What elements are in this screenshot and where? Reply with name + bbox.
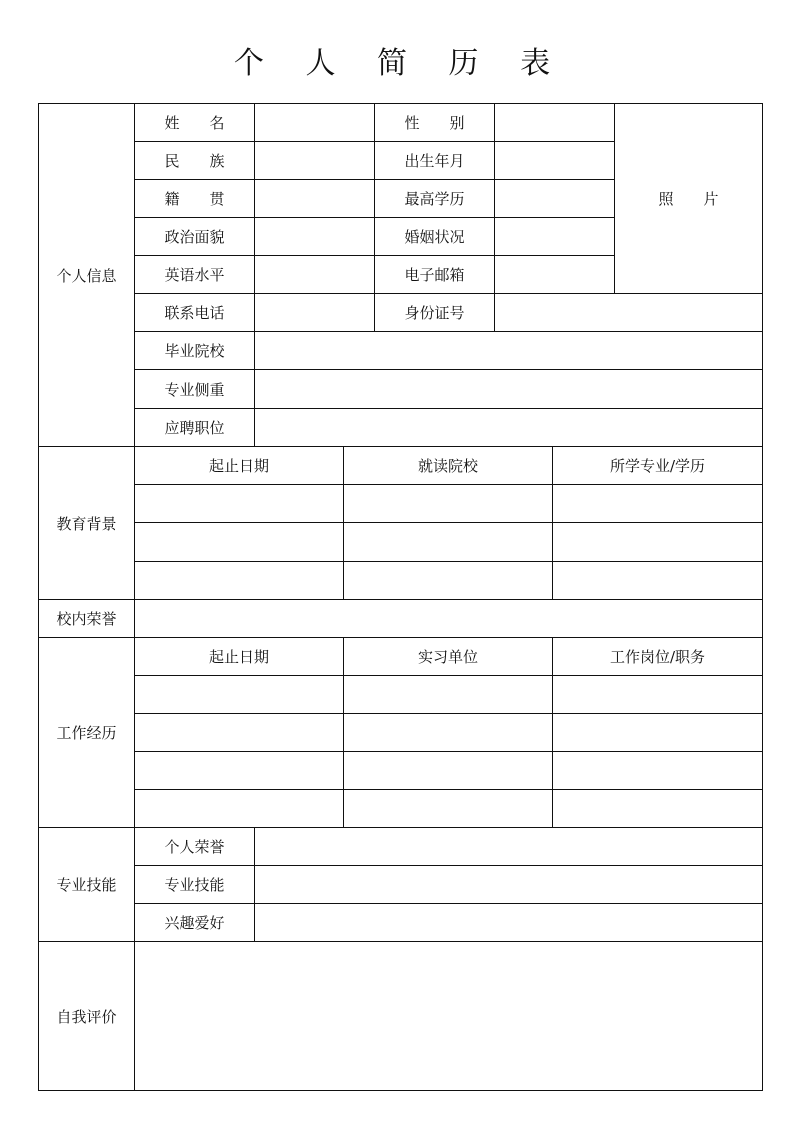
work-dates-field[interactable] <box>134 751 344 790</box>
work-dates-field[interactable] <box>134 713 344 752</box>
skills-field[interactable] <box>254 865 763 904</box>
education-header-dates: 起止日期 <box>134 446 344 485</box>
gender-label: 性 别 <box>374 103 495 142</box>
marital-status-field[interactable] <box>494 217 615 256</box>
education-school-field[interactable] <box>343 522 553 562</box>
education-school-field[interactable] <box>343 561 553 600</box>
skills-label: 专业技能 <box>134 865 255 904</box>
work-company-field[interactable] <box>343 713 553 752</box>
photo-area[interactable]: 照 片 <box>614 103 763 294</box>
id-number-label: 身份证号 <box>374 293 495 332</box>
section-label-skills: 专业技能 <box>38 827 135 942</box>
hometown-field[interactable] <box>254 179 375 218</box>
self-evaluation-field[interactable] <box>134 941 763 1091</box>
work-position-field[interactable] <box>552 713 763 752</box>
work-position-field[interactable] <box>552 789 763 828</box>
political-status-field[interactable] <box>254 217 375 256</box>
school-field[interactable] <box>254 331 763 370</box>
education-major-field[interactable] <box>552 561 763 600</box>
work-dates-field[interactable] <box>134 675 344 714</box>
education-school-field[interactable] <box>343 484 553 523</box>
honors-field[interactable] <box>134 599 763 638</box>
political-status-label: 政治面貌 <box>134 217 255 256</box>
section-label-honors: 校内荣誉 <box>38 599 135 638</box>
work-position-field[interactable] <box>552 751 763 790</box>
name-field[interactable] <box>254 103 375 142</box>
hometown-label: 籍 贯 <box>134 179 255 218</box>
work-position-field[interactable] <box>552 675 763 714</box>
work-header-position: 工作岗位/职务 <box>552 637 763 676</box>
ethnicity-label: 民 族 <box>134 141 255 180</box>
work-company-field[interactable] <box>343 675 553 714</box>
education-dates-field[interactable] <box>134 484 344 523</box>
education-major-field[interactable] <box>552 522 763 562</box>
name-label: 姓 名 <box>134 103 255 142</box>
email-field[interactable] <box>494 255 615 294</box>
page-title: 个 人 简 历 表 <box>233 46 567 81</box>
education-level-label: 最高学历 <box>374 179 495 218</box>
major-focus-label: 专业侧重 <box>134 369 255 409</box>
education-dates-field[interactable] <box>134 522 344 562</box>
english-level-field[interactable] <box>254 255 375 294</box>
position-field[interactable] <box>254 408 763 447</box>
gender-field[interactable] <box>494 103 615 142</box>
section-label-work: 工作经历 <box>38 637 135 828</box>
education-major-field[interactable] <box>552 484 763 523</box>
birth-date-field[interactable] <box>494 141 615 180</box>
major-focus-field[interactable] <box>254 369 763 409</box>
phone-field[interactable] <box>254 293 375 332</box>
education-level-field[interactable] <box>494 179 615 218</box>
birth-date-label: 出生年月 <box>374 141 495 180</box>
section-label-self-evaluation: 自我评价 <box>38 941 135 1091</box>
school-label: 毕业院校 <box>134 331 255 370</box>
work-company-field[interactable] <box>343 751 553 790</box>
work-company-field[interactable] <box>343 789 553 828</box>
work-header-dates: 起止日期 <box>134 637 344 676</box>
personal-honors-label: 个人荣誉 <box>134 827 255 866</box>
education-header-school: 就读院校 <box>343 446 553 485</box>
email-label: 电子邮箱 <box>374 255 495 294</box>
position-label: 应聘职位 <box>134 408 255 447</box>
phone-label: 联系电话 <box>134 293 255 332</box>
hobbies-label: 兴趣爱好 <box>134 903 255 942</box>
section-label-personal-info: 个人信息 <box>38 103 135 447</box>
personal-honors-field[interactable] <box>254 827 763 866</box>
work-dates-field[interactable] <box>134 789 344 828</box>
education-dates-field[interactable] <box>134 561 344 600</box>
section-label-education: 教育背景 <box>38 446 135 600</box>
ethnicity-field[interactable] <box>254 141 375 180</box>
english-level-label: 英语水平 <box>134 255 255 294</box>
education-header-major: 所学专业/学历 <box>552 446 763 485</box>
work-header-company: 实习单位 <box>343 637 553 676</box>
id-number-field[interactable] <box>494 293 763 332</box>
marital-status-label: 婚姻状况 <box>374 217 495 256</box>
hobbies-field[interactable] <box>254 903 763 942</box>
